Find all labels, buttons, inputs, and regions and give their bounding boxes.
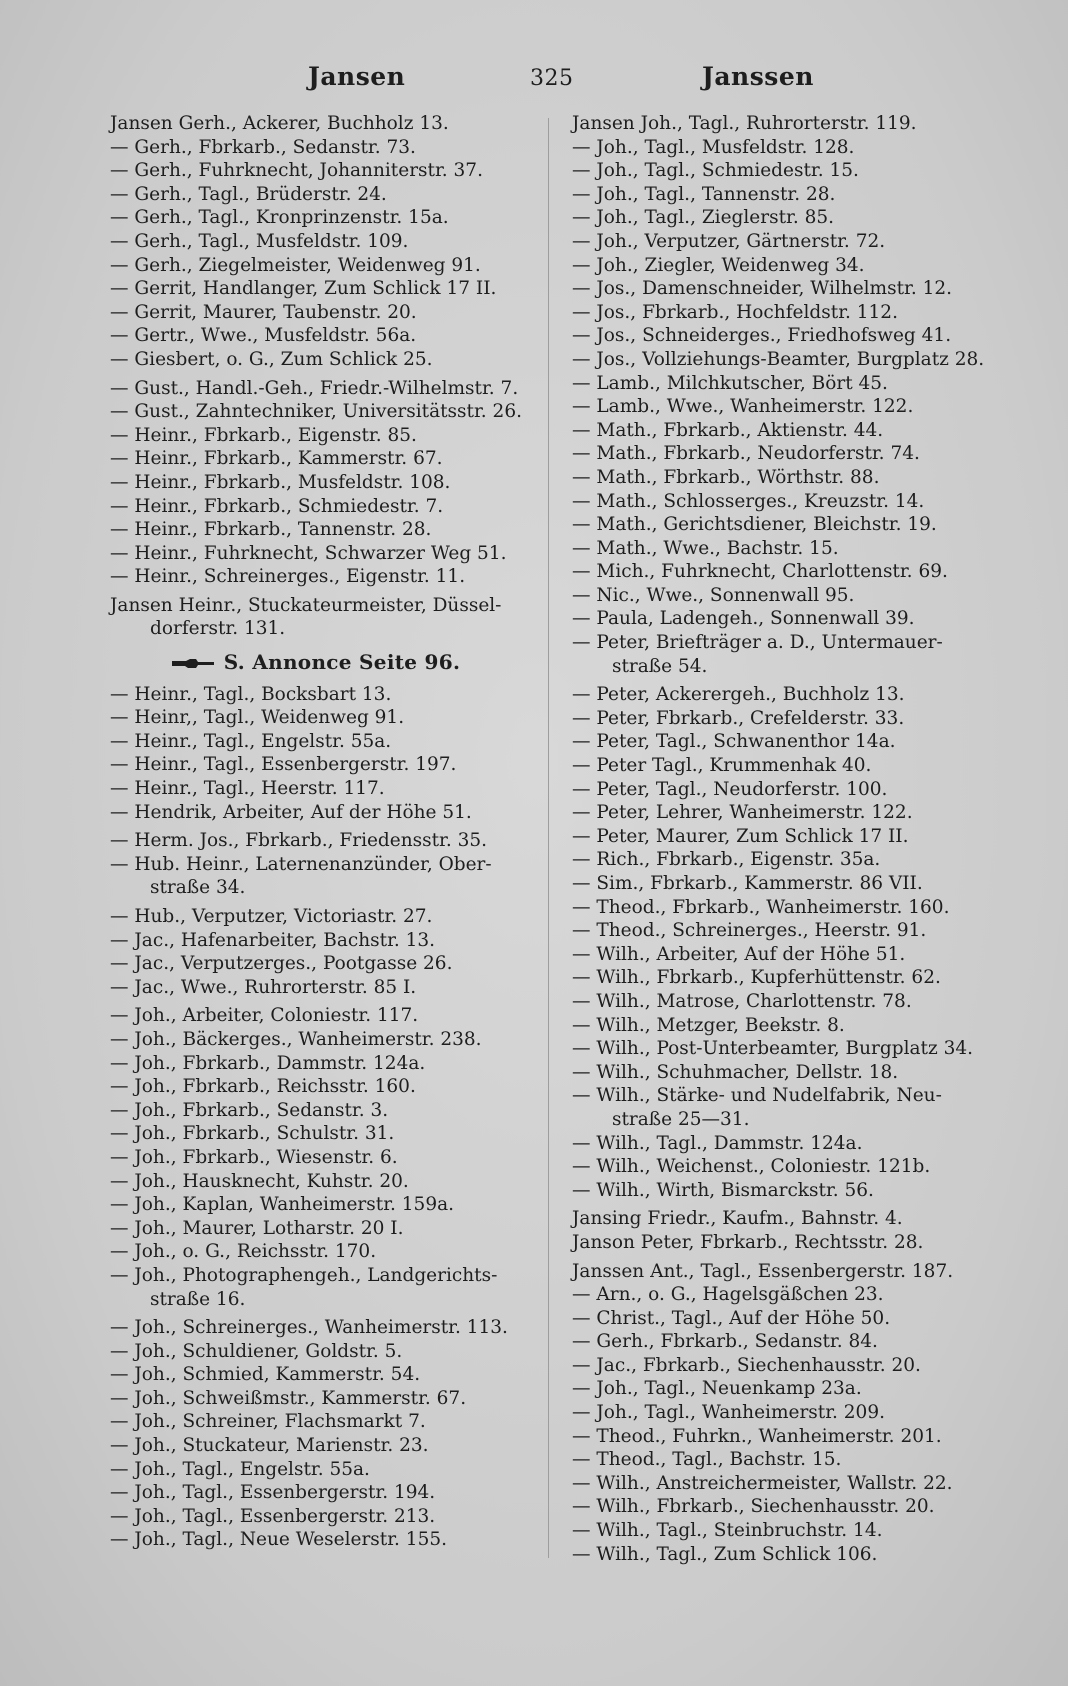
directory-entry: — Wilh., Tagl., Steinbruchstr. 14. [572, 1520, 883, 1542]
directory-entry: — Gerh., Ziegelmeister, Weidenweg 91. [110, 254, 481, 276]
directory-entry: — Peter, Maurer, Zum Schlick 17 II. [572, 825, 909, 847]
directory-entry: — Joh., Fbrkarb., Dammstr. 124a. [110, 1052, 426, 1074]
directory-entry: — Jos., Vollziehungs-Beamter, Burgplatz 28. [572, 348, 985, 370]
directory-entry: — Gust., Zahntechniker, Universitätsstr. 26. [110, 401, 522, 423]
directory-entry: — Math., Fbrkarb., Aktienstr. 44. [572, 419, 884, 441]
annonce-note [110, 651, 520, 675]
directory-entry: — Joh., Tagl., Wanheimerstr. 209. [572, 1402, 885, 1424]
directory-entry: — Wilh., Post-Unterbeamter, Burgplatz 34. [572, 1038, 973, 1060]
directory-entry: — Joh., Fbrkarb., Wiesenstr. 6. [110, 1146, 398, 1168]
directory-entry: — Lamb., Wwe., Wanheimerstr. 122. [572, 396, 914, 418]
directory-entry: — Jac., Fbrkarb., Siechenhausstr. 20. [572, 1354, 921, 1376]
directory-entry: — Peter Tagl., Krummenhak 40. [572, 755, 872, 777]
directory-entry: Jansen Joh., Tagl., Ruhrorterstr. 119. [572, 113, 917, 134]
directory-entry: — Wilh., Arbeiter, Auf der Höhe 51. [572, 943, 906, 965]
directory-entry: — Joh., Schreinerges., Wanheimerstr. 113. [110, 1317, 508, 1339]
directory-entry: — Joh., Tagl., Essenbergerstr. 213. [110, 1505, 436, 1527]
directory-entry: — Joh., o. G., Reichsstr. 170. [110, 1241, 377, 1263]
directory-entry: — Wilh., Wirth, Bismarckstr. 56. [572, 1179, 874, 1201]
directory-entry: Janssen Ant., Tagl., Essenbergerstr. 187. [572, 1260, 954, 1282]
directory-entry: — Heinr., Tagl., Engelstr. 55a. [110, 730, 392, 752]
directory-entry: — Arn., o. G., Hagelsgäßchen 23. [572, 1284, 884, 1306]
directory-entry: — Peter, Lehrer, Wanheimerstr. 122. [572, 802, 913, 824]
directory-entry: — Joh., Schmied, Kammerstr. 54. [110, 1364, 421, 1386]
directory-entry: — Heinr., Tagl., Essenbergerstr. 197. [110, 754, 457, 776]
directory-entry: — Wilh., Fbrkarb., Kupferhüttenstr. 62. [572, 967, 941, 989]
directory-entry: — Theod., Fbrkarb., Wanheimerstr. 160. [572, 896, 950, 918]
entry-continuation: straße 25—31. [612, 1108, 750, 1130]
directory-entry: — Sim., Fbrkarb., Kammerstr. 86 VII. [572, 873, 923, 894]
directory-entry: — Joh., Tagl., Schmiedestr. 15. [572, 160, 859, 182]
directory-entry: — Jos., Schneiderges., Friedhofsweg 41. [572, 325, 952, 347]
entry-continuation: straße 34. [150, 877, 246, 899]
directory-entry: — Jac., Hafenarbeiter, Bachstr. 13. [110, 929, 436, 951]
directory-entry: — Herm. Jos., Fbrkarb., Friedensstr. 35. [110, 830, 488, 852]
directory-entry: — Peter, Briefträger a. D., Untermauer- [572, 632, 943, 654]
directory-entry: — Wilh., Schuhmacher, Dellstr. 18. [572, 1061, 899, 1083]
page-number: 325 [530, 66, 574, 91]
directory-entry: — Peter, Ackerergeh., Buchholz 13. [572, 684, 905, 706]
directory-entry: — Hendrik, Arbeiter, Auf der Höhe 51. [110, 801, 472, 823]
directory-entry: — Joh., Schweißmstr., Kammerstr. 67. [110, 1387, 467, 1409]
directory-entry: — Math., Gerichtsdiener, Bleichstr. 19. [572, 514, 937, 536]
directory-entry: — Theod., Tagl., Bachstr. 15. [572, 1449, 842, 1471]
directory-entry: — Heinr., Fbrkarb., Schmiedestr. 7. [110, 495, 444, 517]
running-head-right: Janssen [702, 62, 814, 91]
left-column [110, 112, 520, 1552]
directory-entry: — Wilh., Weichenst., Coloniestr. 121b. [572, 1156, 931, 1178]
directory-entry: — Rich., Fbrkarb., Eigenstr. 35a. [572, 849, 881, 871]
directory-entry: — Gerh., Fbrkarb., Sedanstr. 84. [572, 1331, 878, 1353]
directory-entry: — Heinr., Fuhrknecht, Schwarzer Weg 51. [110, 542, 507, 564]
directory-entry: — Joh., Hausknecht, Kuhstr. 20. [110, 1170, 409, 1192]
directory-entry: Jansing Friedr., Kaufm., Bahnstr. 4. [572, 1208, 903, 1230]
directory-entry: — Math., Wwe., Bachstr. 15. [572, 537, 839, 559]
directory-entry: — Wilh., Fbrkarb., Siechenhausstr. 20. [572, 1496, 935, 1518]
running-head-left: Jansen [308, 62, 406, 91]
pointing-hand-icon [170, 657, 216, 671]
directory-entry: — Wilh., Stärke- und Nudelfabrik, Neu- [572, 1085, 942, 1107]
directory-entry: — Heinr., Tagl., Bocksbart 13. [110, 683, 392, 705]
directory-entry: — Wilh., Metzger, Beekstr. 8. [572, 1014, 845, 1036]
directory-entry: — Heinr,, Tagl., Weidenweg 91. [110, 707, 405, 729]
directory-entry: — Nic., Wwe., Sonnenwall 95. [572, 584, 855, 606]
directory-entry: — Heinr., Fbrkarb., Eigenstr. 85. [110, 424, 417, 446]
directory-entry: — Jac., Verputzerges., Pootgasse 26. [110, 953, 453, 975]
directory-entry: — Theod., Schreinerges., Heerstr. 91. [572, 920, 927, 942]
directory-entry: — Wilh., Anstreichermeister, Wallstr. 22. [572, 1472, 953, 1494]
directory-entry: — Peter, Tagl., Neudorferstr. 100. [572, 778, 888, 800]
directory-entry: — Joh., Tagl., Zieglerstr. 85. [572, 207, 835, 229]
directory-entry: — Joh., Tagl., Essenbergerstr. 194. [110, 1482, 436, 1504]
directory-entry: — Joh., Fbrkarb., Sedanstr. 3. [110, 1099, 389, 1121]
directory-entry: — Joh., Arbeiter, Coloniestr. 117. [110, 1005, 419, 1027]
directory-entry: — Jos., Fbrkarb., Hochfeldstr. 112. [572, 301, 898, 323]
entry-continuation: straße 54. [612, 655, 708, 677]
directory-entry: — Joh., Maurer, Lotharstr. 20 I. [110, 1217, 404, 1239]
directory-entry: — Joh., Fbrkarb., Schulstr. 31. [110, 1123, 395, 1145]
annonce-text: S. Annonce Seite 96. [223, 650, 461, 675]
directory-entry: — Peter, Tagl., Schwanenthor 14a. [572, 731, 896, 753]
directory-entry: — Gertr., Wwe., Musfeldstr. 56a. [110, 325, 417, 347]
directory-entry: — Joh., Stuckateur, Marienstr. 23. [110, 1435, 429, 1457]
directory-entry: — Peter, Fbrkarb., Crefelderstr. 33. [572, 707, 905, 729]
directory-entry: — Joh., Schuldiener, Goldstr. 5. [110, 1340, 403, 1362]
directory-entry: — Joh., Tagl., Neue Weselerstr. 155. [110, 1529, 448, 1551]
directory-entry: — Math., Fbrkarb., Wörthstr. 88. [572, 466, 880, 488]
directory-entry: — Hub. Heinr., Laternenanzünder, Ober- [110, 853, 492, 875]
directory-entry: — Heinr., Fbrkarb., Musfeldstr. 108. [110, 471, 451, 493]
directory-entry: Jansen Heinr., Stuckateurmeister, Düssel- [110, 594, 502, 616]
directory-entry: — Joh., Verputzer, Gärtnerstr. 72. [572, 230, 886, 252]
directory-entry: — Joh., Fbrkarb., Reichsstr. 160. [110, 1076, 416, 1098]
directory-entry: — Joh., Tagl., Musfeldstr. 128. [572, 136, 855, 158]
directory-entry: — Wilh., Matrose, Charlottenstr. 78. [572, 990, 912, 1012]
directory-entry: — Wilh., Tagl., Zum Schlick 106. [572, 1543, 878, 1565]
directory-entry: — Heinr., Fbrkarb., Tannenstr. 28. [110, 519, 432, 541]
directory-entry: — Gust., Handl.-Geh., Friedr.-Wilhelmstr. 7. [110, 377, 519, 399]
directory-entry: — Christ., Tagl., Auf der Höhe 50. [572, 1307, 891, 1329]
directory-entry: — Jos., Damenschneider, Wilhelmstr. 12. [572, 278, 953, 300]
directory-entry: — Wilh., Tagl., Dammstr. 124a. [572, 1132, 863, 1154]
directory-entry: — Math., Schlosserges., Kreuzstr. 14. [572, 490, 925, 512]
directory-entry: — Joh., Ziegler, Weidenweg 34. [572, 254, 865, 276]
directory-entry: — Heinr., Tagl., Heerstr. 117. [110, 778, 385, 800]
directory-entry: — Gerrit, Handlanger, Zum Schlick 17 II. [110, 278, 497, 300]
directory-entry: — Joh., Tagl., Neuenkamp 23a. [572, 1378, 862, 1400]
entry-continuation: straße 16. [150, 1288, 246, 1310]
directory-entry: — Heinr., Schreinerges., Eigenstr. 11. [110, 566, 466, 588]
directory-entry: — Hub., Verputzer, Victoriastr. 27. [110, 906, 433, 927]
directory-entry: Janson Peter, Fbrkarb., Rechtsstr. 28. [572, 1231, 924, 1253]
directory-entry: — Joh., Schreiner, Flachsmarkt 7. [110, 1411, 426, 1433]
directory-entry: — Jac., Wwe., Ruhrorterstr. 85 I. [110, 976, 417, 998]
directory-entry: — Gerrit, Maurer, Taubenstr. 20. [110, 301, 417, 323]
directory-entry: — Theod., Fuhrkn., Wanheimerstr. 201. [572, 1425, 942, 1447]
directory-entry: — Math., Fbrkarb., Neudorferstr. 74. [572, 443, 920, 465]
directory-entry: — Joh., Kaplan, Wanheimerstr. 159a. [110, 1194, 454, 1216]
directory-entry: — Gerh., Fuhrknecht, Johanniterstr. 37. [110, 160, 483, 182]
directory-entry: — Giesbert, o. G., Zum Schlick 25. [110, 348, 433, 370]
directory-entry: — Heinr., Fbrkarb., Kammerstr. 67. [110, 448, 443, 470]
directory-entry: — Gerh., Tagl., Musfeldstr. 109. [110, 230, 409, 252]
directory-entry: — Joh., Tagl., Engelstr. 55a. [110, 1458, 370, 1480]
directory-entry: Jansen Gerh., Ackerer, Buchholz 13. [110, 113, 449, 134]
entry-continuation: dorferstr. 131. [150, 618, 286, 640]
directory-entry: — Joh., Bäckerges., Wanheimerstr. 238. [110, 1028, 482, 1050]
directory-entry: — Joh., Tagl., Tannenstr. 28. [572, 183, 836, 205]
directory-entry: — Joh., Photographengeh., Landgerichts- [110, 1264, 498, 1286]
column-divider [548, 118, 549, 1558]
directory-entry: — Gerh., Tagl., Brüderstr. 24. [110, 183, 387, 205]
directory-entry: — Gerh., Fbrkarb., Sedanstr. 73. [110, 136, 416, 158]
right-column [572, 112, 1004, 1566]
directory-entry: — Paula, Ladengeh., Sonnenwall 39. [572, 608, 915, 630]
directory-entry: — Gerh., Tagl., Kronprinzenstr. 15a. [110, 207, 449, 229]
directory-entry: — Mich., Fuhrknecht, Charlottenstr. 69. [572, 561, 948, 583]
directory-entry: — Lamb., Milchkutscher, Bört 45. [572, 372, 888, 394]
